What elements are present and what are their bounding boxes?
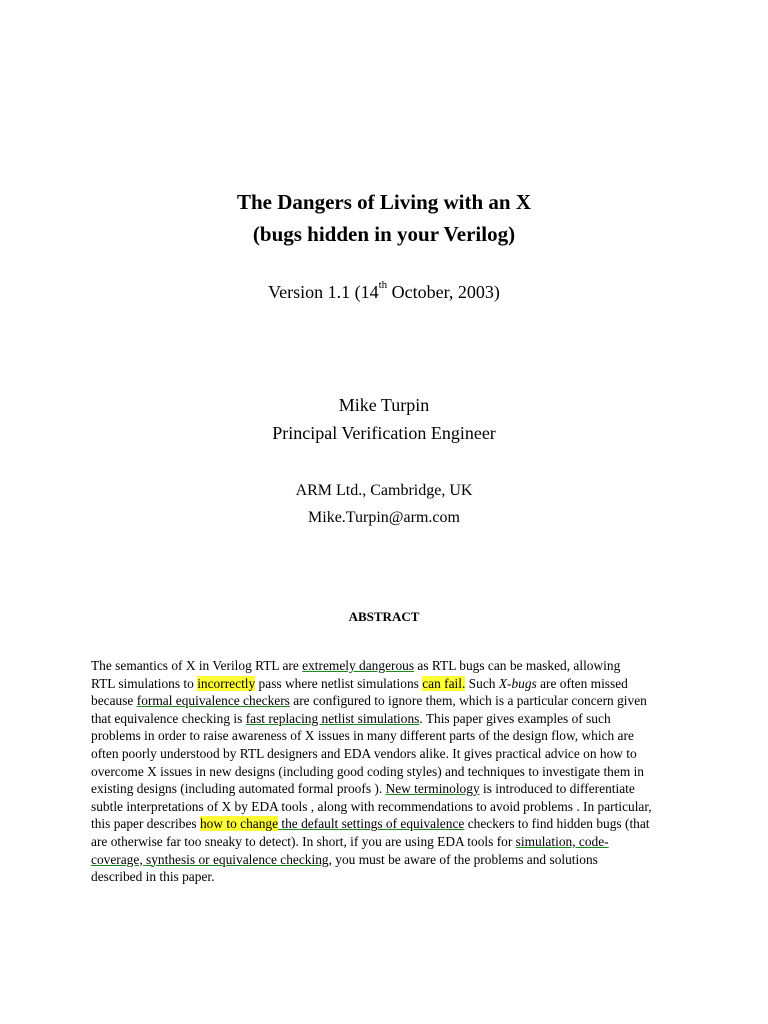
abstract-line: problems in order to raise awareness of X issues in many different parts of the design flow, which are bbox=[91, 728, 634, 744]
abstract-line: described in this paper. bbox=[91, 869, 215, 885]
grammar-underline: coverage, synthesis or equivalence checking bbox=[91, 851, 329, 867]
grammar-underline: simulation, code- bbox=[515, 833, 609, 849]
abstract-text: are configured to ignore them, which is a particular concern given bbox=[289, 693, 647, 709]
abstract-line bbox=[91, 815, 681, 833]
abstract-text: this paper describes bbox=[91, 816, 200, 832]
abstract-body bbox=[91, 657, 681, 886]
abstract-line bbox=[91, 692, 681, 710]
abstract-line bbox=[91, 851, 681, 869]
abstract-line bbox=[91, 833, 681, 851]
abstract-text: The semantics of X in Verilog RTL are bbox=[91, 658, 303, 673]
abstract-text: existing designs (including automated formal proofs ). bbox=[91, 781, 386, 797]
highlighted-text: can fail. bbox=[422, 675, 466, 691]
italic-term: X-bugs bbox=[498, 675, 537, 691]
abstract-text: pass where netlist simulations bbox=[255, 675, 423, 691]
grammar-underline: fast replacing netlist simulations bbox=[245, 710, 420, 726]
abstract-text: as RTL bugs can be masked, allowing bbox=[414, 658, 621, 673]
abstract-line bbox=[91, 780, 681, 798]
title-line-2: (bugs hidden in your Verilog) bbox=[252, 222, 516, 246]
abstract-line: overcome X issues in new designs (including good coding styles) and techniques to investigate them in bbox=[91, 763, 645, 779]
author-block bbox=[0, 391, 768, 447]
abstract-line bbox=[91, 710, 681, 728]
grammar-underline: New terminology bbox=[385, 781, 480, 797]
author-role: Principal Verification Engineer bbox=[272, 423, 496, 443]
highlighted-text: how to change bbox=[199, 816, 279, 832]
version-prefix: Version 1.1 (14 bbox=[268, 282, 379, 302]
abstract-text: RTL simulations to bbox=[91, 675, 198, 691]
abstract-line bbox=[91, 657, 681, 675]
author-name: Mike Turpin bbox=[338, 395, 430, 415]
version-line bbox=[0, 280, 768, 304]
grammar-underline: extremely dangerous bbox=[302, 658, 415, 673]
abstract-text: , you must be aware of the problems and solutions bbox=[328, 851, 598, 867]
abstract-text: checkers to find hidden bugs (that bbox=[464, 816, 650, 832]
abstract-text: are often missed bbox=[536, 675, 628, 691]
affiliation-email: Mike.Turpin@arm.com bbox=[308, 509, 460, 526]
abstract-heading: ABSTRACT bbox=[348, 609, 420, 624]
abstract-text: Such bbox=[465, 675, 499, 691]
abstract-text: is introduced to differentiate bbox=[479, 781, 635, 797]
abstract-text: are otherwise far too sneaky to detect). In short, if you are using EDA tools for bbox=[91, 833, 516, 849]
paper-title bbox=[0, 186, 768, 250]
highlighted-text: incorrectly bbox=[197, 675, 256, 691]
abstract-line: often poorly understood by RTL designers and EDA vendors alike. It gives practical advice on how to bbox=[91, 745, 637, 761]
version-suffix: October, 2003) bbox=[387, 282, 500, 302]
abstract-text: . This paper gives examples of such bbox=[419, 710, 611, 726]
affiliation-block bbox=[0, 477, 768, 531]
title-line-1: The Dangers of Living with an X bbox=[236, 190, 532, 214]
grammar-underline: formal equivalence checkers bbox=[136, 693, 290, 709]
affiliation-org: ARM Ltd., Cambridge, UK bbox=[295, 482, 473, 499]
grammar-underline: the default settings of equivalence bbox=[278, 816, 465, 832]
version-superscript: th bbox=[378, 279, 388, 291]
abstract-line: subtle interpretations of X by EDA tools , along with recommendations to avoid problems . In particular, bbox=[91, 798, 652, 814]
abstract-text: because bbox=[91, 693, 137, 709]
abstract-line bbox=[91, 675, 681, 693]
abstract-text: that equivalence checking is bbox=[91, 710, 246, 726]
